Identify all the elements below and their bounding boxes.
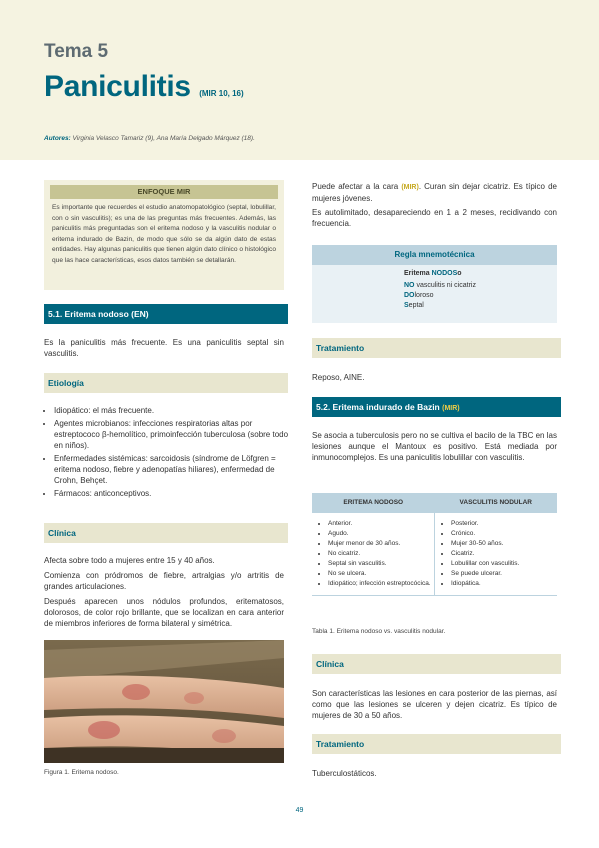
clinica-2-text: Son características las lesiones en cara posterior de las piernas, así como que las lesiones se ulceren y dejen cicatriz. Es típico de mujeres de 30 a 50 años. [312,689,557,720]
regla-item: NO vasculitis ni cicatriz [404,282,476,289]
authors-label: Autores: [44,135,71,142]
list-item: • Posterior. [451,519,557,529]
clinica-text-2: Comienza con pródromos de fiebre, artralgias y/o artritis de grandes articulaciones. [44,571,284,591]
enfoque-text: Es importante que recuerdes el estudio anatomopatológico (septal, lobulillar, con o sin vasculitis); es una de las preguntas más frecuentes. Además, las paniculitis más preguntadas son el eritema nodoso y la vasculitis nodular o eritema indurado de Bazin, de modo que sólo se da algún dato de estas entidades. Hay algunas paniculitis que tienen algún dato clínico o histológico que las hace características, esos datos también se detallarán. [52,204,276,264]
page-title: Paniculitis [44,70,191,103]
table-body [312,513,557,596]
list-item: • No se ulcera. [328,569,434,579]
enfoque-heading: ENFOQUE MIR [50,185,278,199]
clinica-heading: Clínica [44,523,288,543]
authors-line [44,135,255,142]
list-item: • Enfermedades sistémicas: sarcoidosis (síndrome de Löfgren = eritema nodoso, fiebre y adenopatías hiliares), enfermedad de Crohn, Behçet. [54,453,294,486]
chapter-label: Tema 5 [44,41,109,62]
regla-body [312,265,557,311]
list-item: • Lobulillar con vasculitis. [451,559,557,569]
section-5-1-text: Es la paniculitis más frecuente. Es una paniculitis septal sin vasculitis. [44,338,284,358]
section-5-2-heading: 5.2. Eritema indurado de Bazin (MIR) [312,397,561,417]
list-item: • Agentes microbianos: infecciones respiratorias altas por estreptococo β-hemolítico, primoinfección tuberculosa (sobre todo en niños). [54,418,294,451]
tratamiento-2-text: Tuberculostáticos. [312,769,377,778]
authors-names: Virginia Velasco Tamariz (9), Ana María Delgado Márquez (18). [72,135,255,142]
list-item: • Anterior. [328,519,434,529]
list-item: • Agudo. [328,529,434,539]
etiologia-heading: Etiología [44,373,288,393]
clinica-text-3: Después aparecen unos nódulos profundos, eritematosos, dolorosos, de color rojo brillante, que se localizan en cara anterior de miembros inferiores de forma bilateral y simétrica. [44,597,284,628]
regla-item: DOloroso [404,292,434,299]
regla-mnemotecnica-box [312,245,557,323]
list-item: • Septal sin vasculitis. [328,559,434,569]
figure-caption: Figura 1. Eritema nodoso. [44,769,119,776]
tratamiento-text: Reposo, AINE. [312,373,365,382]
list-item: • Mujer menor de 30 años. [328,539,434,549]
title-row [44,70,244,104]
list-item: • Idiopático; infección estreptocócica. [328,579,434,589]
regla-word-nodos: NODOS [431,270,458,277]
regla-line [404,269,557,279]
table-col-eritema [312,513,434,595]
tratamiento-heading: Tratamiento [312,338,561,358]
leg-photo-illustration [44,640,284,763]
list-item: • Idiopático: el más frecuente. [54,405,294,416]
enfoque-mir-box [44,180,284,290]
clinica-2-heading: Clínica [312,654,561,674]
right-para-1-b: . Curan sin dejar cicatriz. Es típico de mujeres jóvenes. [312,182,557,203]
regla-item: Septal [404,302,424,309]
table-header [312,493,557,513]
regla-word-c: o [457,270,462,277]
list-item: • Fármacos: anticonceptivos. [54,488,294,499]
right-para-1 [312,181,557,204]
list-item: • Mujer 30-50 años. [451,539,557,549]
list-item: • Se puede ulcerar. [451,569,557,579]
right-para-1-a: Puede afectar a la cara [312,182,399,191]
comparison-table [312,493,557,596]
list-item: • Crónico. [451,529,557,539]
list-item: • Cicatriz. [451,549,557,559]
list-item: • No cicatriz. [328,549,434,559]
mir-tag: (MIR) [401,184,419,191]
table-col-vasculitis [434,513,557,595]
table-caption: Tabla 1. Eritema nodoso vs. vasculitis nodular. [312,628,446,635]
mir-tag: (MIR) [442,405,460,412]
table-header-cell: ERITEMA NODOSO [343,499,404,506]
eritema-nodoso-photo [44,640,284,763]
page-number: 49 [295,807,304,814]
clinica-text-1: Afecta sobre todo a mujeres entre 15 y 40 años. [44,556,215,565]
tratamiento-2-heading: Tratamiento [312,734,561,754]
etiologia-list [44,405,294,501]
title-mir-ref: (MIR 10, 16) [199,89,244,98]
section-5-2-text: Se asocia a tuberculosis pero no se cultiva el bacilo de la TBC en las lesiones aunque el Mantoux es positivo. Está mediada por inmunocomplejos. Es una paniculitis lobulillar con vasculitis. [312,431,557,462]
regla-heading: Regla mnemotécnica [312,245,557,265]
list-item: • Idiopática. [451,579,557,589]
table-header-cell: VASCULITIS NODULAR [459,499,532,506]
section-5-1-heading: 5.1. Eritema nodoso (EN) [44,304,288,324]
regla-word-a: Eritema [404,270,432,277]
right-para-2: Es autolimitado, desapareciendo en 1 a 2 meses, recidivando con frecuencia. [312,208,557,228]
